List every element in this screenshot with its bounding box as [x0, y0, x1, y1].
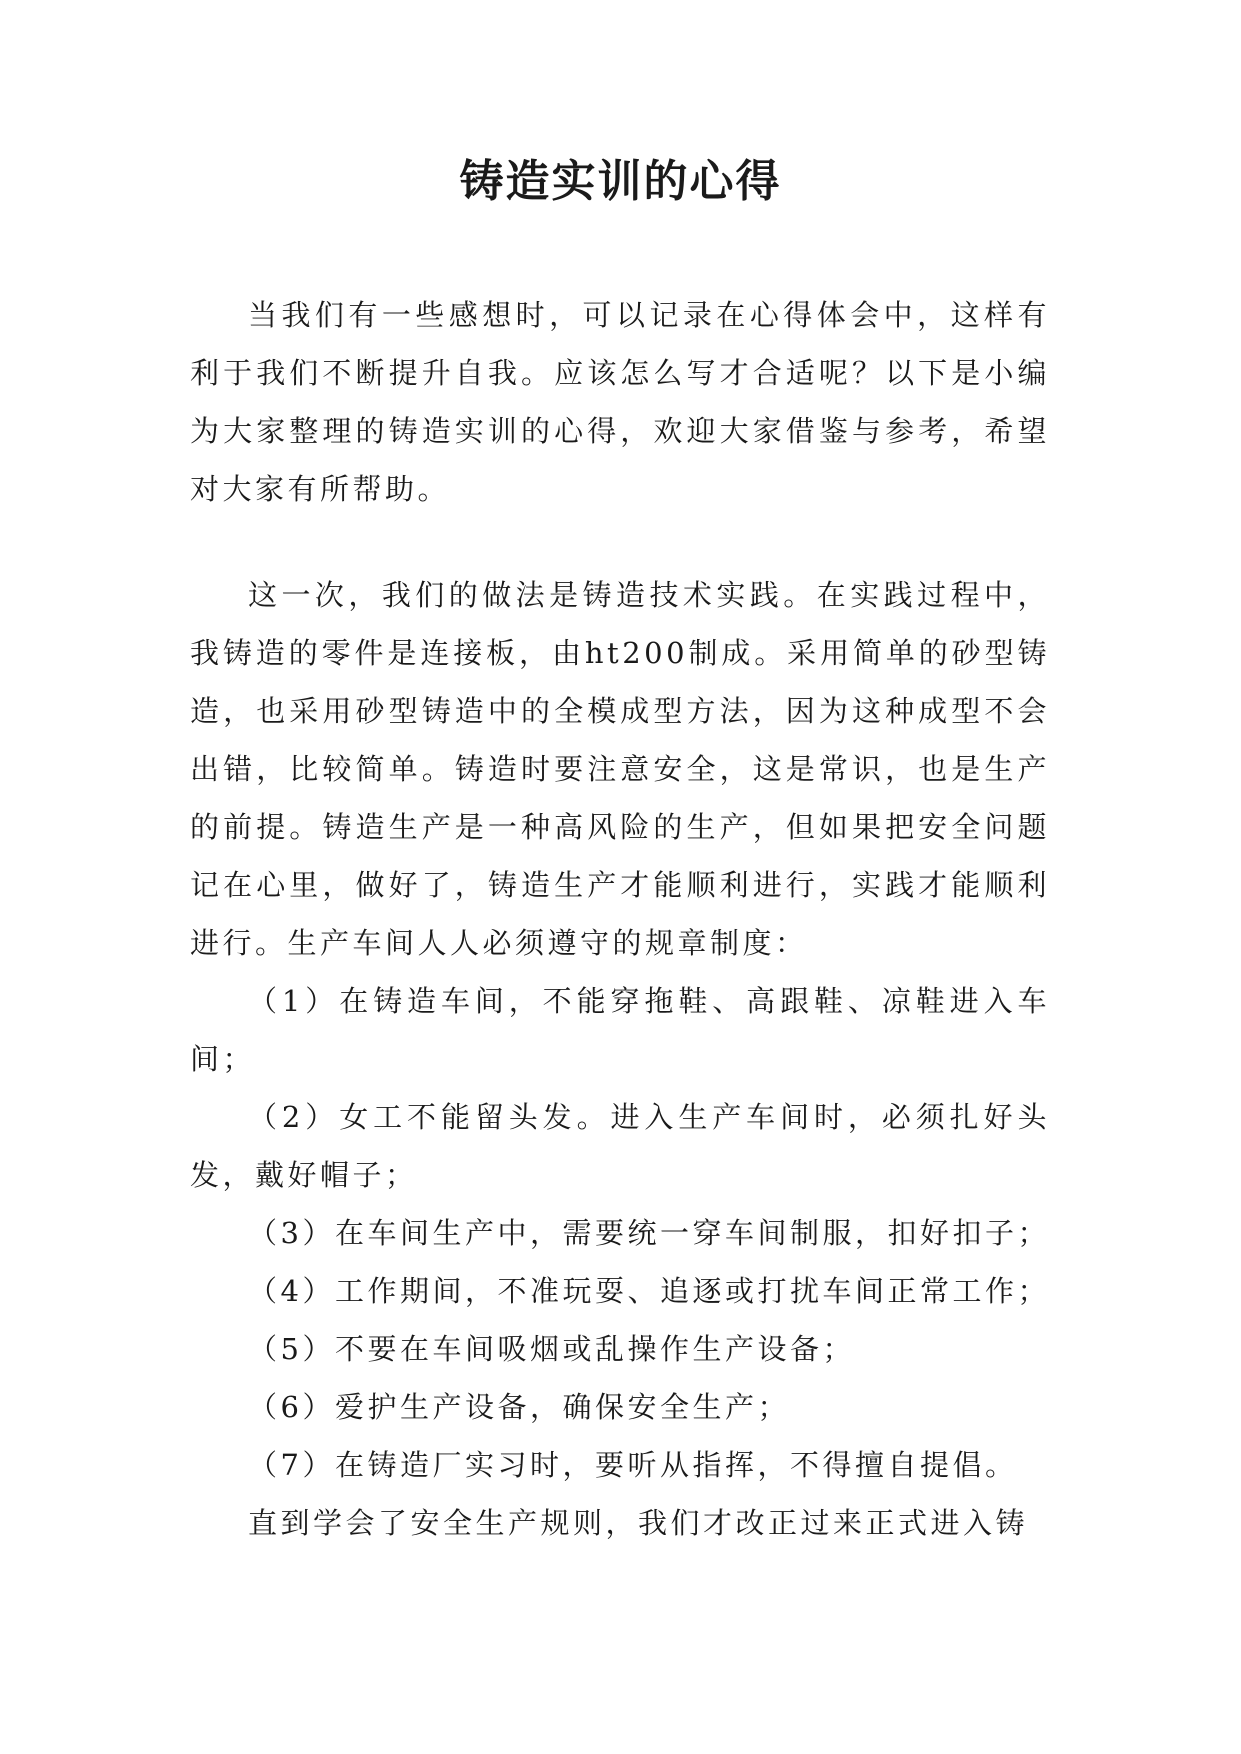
rule-item-6: （6）爱护生产设备，确保安全生产；	[248, 1390, 790, 1424]
rule-item-2: （2）女工不能留头发。进入生产车间时，必须扎好头发，戴好帽子；	[190, 1100, 1050, 1192]
rule-item-3: （3）在车间生产中，需要统一穿车间制服，扣好扣子；	[248, 1216, 1050, 1250]
rule-item-4: （4）工作期间，不准玩耍、追逐或打扰车间正常工作；	[248, 1274, 1050, 1308]
main-section	[190, 566, 1050, 1552]
intro-section	[190, 286, 1050, 518]
rule-item-5: （5）不要在车间吸烟或乱操作生产设备；	[248, 1332, 855, 1366]
main-paragraph: 这一次，我们的做法是铸造技术实践。在实践过程中，我铸造的零件是连接板，由ht200制成。采用简单的砂型铸造，也采用砂型铸造中的全模成型方法，因为这种成型不会出错，比较简单。铸造时要注意安全，这是常识，也是生产的前提。铸造生产是一种高风险的生产，但如果把安全问题记在心里，做好了，铸造生产才能顺利进行，实践才能顺利进行。生产车间人人必须遵守的规章制度：	[190, 578, 1050, 960]
closing-paragraph: 直到学会了安全生产规则，我们才改正过来正式进入铸	[248, 1506, 1029, 1540]
rule-item-7: （7）在铸造厂实习时，要听从指挥，不得擅自提倡。	[248, 1448, 1018, 1482]
rule-item-1: （1）在铸造车间，不能穿拖鞋、高跟鞋、凉鞋进入车间；	[190, 984, 1050, 1076]
intro-paragraph: 当我们有一些感想时，可以记录在心得体会中，这样有利于我们不断提升自我。应该怎么写才合适呢？以下是小编为大家整理的铸造实训的心得，欢迎大家借鉴与参考，希望对大家有所帮助。	[190, 298, 1050, 506]
document-title: 铸造实训的心得	[459, 156, 782, 207]
